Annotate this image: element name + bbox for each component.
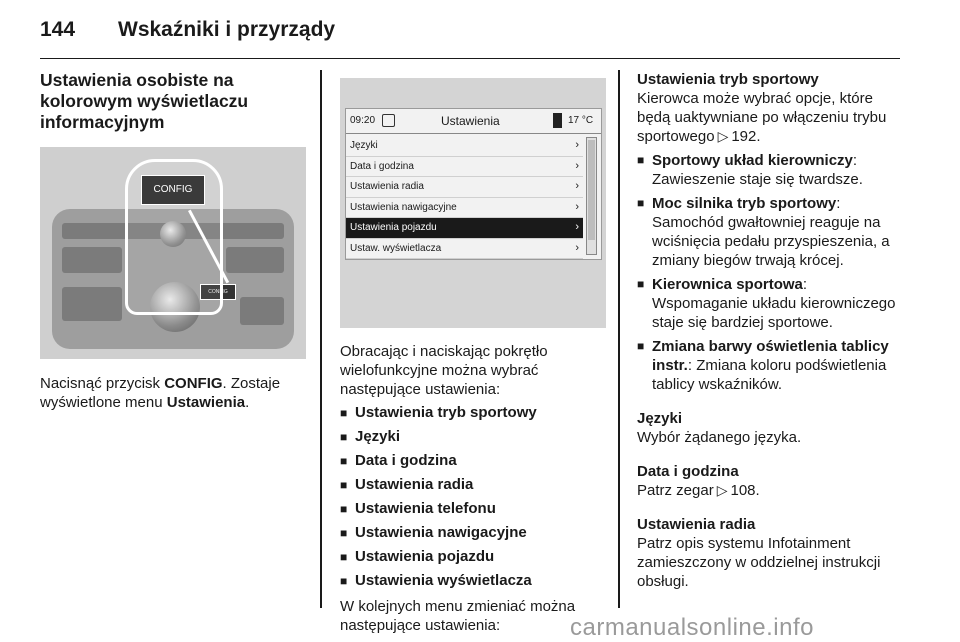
- screen-menu-item: [346, 198, 583, 219]
- bullet-icon: ■: [637, 196, 645, 210]
- section-heading: Ustawienia osobiste na kolorowym wyświetlaczu informacyjnym: [40, 70, 249, 132]
- option-name: Sportowy układ kierowniczy: [652, 152, 853, 169]
- menu-item-label: Ustawienia radia: [350, 181, 424, 192]
- list-item-label: Ustawienia wyświetlacza: [355, 572, 532, 589]
- reference-arrow-icon: ▷: [716, 482, 728, 498]
- scrollbar-thumb: [588, 140, 595, 240]
- bullet-icon: ■: [340, 502, 348, 516]
- list-item: [340, 571, 606, 591]
- list-item: [340, 427, 606, 447]
- watermark: carmanualsonline.info: [570, 614, 814, 641]
- screen-menu-item: [346, 136, 583, 157]
- config-button-zoomed: CONFIG: [141, 175, 205, 205]
- column-1: [40, 70, 306, 412]
- control-panel-photo: [40, 147, 306, 359]
- list-item: [340, 403, 606, 423]
- bullet-icon: ■: [340, 454, 348, 468]
- radio-section: [637, 515, 907, 591]
- option-name: Zmiana barwy oświetlenia tablicy instr.: [652, 338, 889, 374]
- column-divider: [618, 70, 620, 608]
- sport-options-list: [637, 151, 907, 394]
- list-item-label: Języki: [355, 428, 401, 445]
- list-item: [340, 475, 606, 495]
- page-reference: 108.: [730, 482, 760, 499]
- bullet-icon: ■: [340, 478, 348, 492]
- option-description: Zmiana koloru podświetlenia tablicy wskaźników.: [652, 357, 887, 393]
- chevron-right-icon: ›: [575, 159, 579, 172]
- bullet-icon: ■: [637, 277, 645, 291]
- chevron-right-icon: ›: [575, 241, 579, 254]
- clock-icon: [382, 114, 395, 127]
- page-title: Wskaźniki i przyrządy: [118, 18, 336, 41]
- list-item-label: Ustawienia nawigacyjne: [355, 524, 527, 541]
- intro-text: Obracając i naciskając pokrętło wielofunkcyjne można wybrać następujące ustawienia:: [340, 343, 548, 398]
- list-item-label: Data i godzina: [355, 452, 457, 469]
- screen-scrollbar: [586, 137, 597, 255]
- text-segment: .: [245, 394, 250, 411]
- bullet-icon: ■: [340, 574, 348, 588]
- list-item: [340, 451, 606, 471]
- radio-heading: Ustawienia radia: [637, 516, 756, 533]
- chevron-right-icon: ›: [575, 180, 579, 192]
- outro-text: W kolejnych menu zmieniać można następujące ustawienia:: [340, 598, 576, 634]
- display-photo: [340, 78, 606, 328]
- list-item-label: Ustawienia telefonu: [355, 500, 496, 517]
- button-cluster-bottom-right: [240, 297, 284, 325]
- page-number: 144: [40, 18, 76, 41]
- chevron-right-icon: ›: [575, 200, 579, 213]
- button-cluster-left: [62, 247, 122, 273]
- column-2: [340, 70, 606, 635]
- option-name: Kierownica sportowa: [652, 276, 803, 293]
- list-item: [637, 151, 907, 189]
- menu-item-label: Ustawienia nawigacyjne: [350, 201, 457, 213]
- screen-menu-item-selected: [346, 218, 583, 239]
- list-item: [637, 337, 907, 394]
- instruction-text: [40, 374, 306, 412]
- menu-item-label: Ustawienia pojazdu: [350, 222, 437, 233]
- languages-heading: Języki: [637, 410, 683, 427]
- menu-keyword: Ustawienia: [166, 394, 246, 411]
- colon: :: [687, 357, 693, 374]
- colon: :: [802, 276, 808, 293]
- text-segment: Kierowca może wybrać opcje, które będą uaktywniane po włączeniu trybu sportowego: [637, 90, 887, 145]
- list-item: [637, 275, 907, 332]
- list-item-label: Ustawienia radia: [355, 476, 474, 493]
- text-segment: Patrz zegar: [637, 482, 714, 499]
- settings-list: [340, 403, 606, 591]
- menu-item-label: Języki: [350, 140, 378, 151]
- sport-heading: Ustawienia tryb sportowy: [637, 71, 819, 88]
- column-3: [637, 70, 907, 591]
- date-heading: Data i godzina: [637, 463, 739, 480]
- screen-status-bar: [346, 109, 601, 134]
- chevron-right-icon: ›: [575, 221, 579, 233]
- bullet-icon: ■: [340, 526, 348, 540]
- sport-text: [637, 89, 907, 146]
- colon: :: [852, 152, 858, 169]
- bullet-icon: ■: [637, 339, 645, 353]
- bullet-icon: ■: [340, 430, 348, 444]
- screen-title: Ustawienia: [441, 114, 500, 128]
- text-segment: Nacisnąć przycisk: [40, 375, 165, 392]
- list-item: [340, 523, 606, 543]
- option-description: Samochód gwałtowniej reaguje na wciśnięcia pedału przyspieszenia, a zmiany biegów trwają krócej.: [652, 214, 890, 269]
- screen-menu: [346, 136, 583, 259]
- button-cluster-right: [226, 247, 284, 273]
- option-description: Wspomaganie układu kierowniczego staje się bardziej sportowe.: [652, 295, 896, 331]
- screen-menu-item: [346, 239, 583, 260]
- date-section: [637, 462, 907, 500]
- screen-temperature: 17 °C: [568, 115, 594, 126]
- date-text: [637, 481, 907, 500]
- config-button: CONFIG: [200, 284, 236, 300]
- menu-item-label: Ustaw. wyświetlacza: [350, 242, 442, 254]
- screen-time: 09:20: [350, 115, 376, 126]
- list-item-label: Ustawienia pojazdu: [355, 548, 495, 565]
- bullet-icon: ■: [340, 550, 348, 564]
- screen-menu-item: [346, 177, 583, 198]
- list-item-label: Ustawienia tryb sportowy: [355, 404, 537, 421]
- languages-text: Wybór żądanego języka.: [637, 429, 802, 446]
- option-description: Zawieszenie staje się twardsze.: [652, 171, 863, 188]
- bullet-icon: ■: [637, 153, 645, 167]
- radio-text: Patrz opis systemu Infotainment zamieszczony w oddzielnej instrukcji obsługi.: [637, 535, 881, 590]
- text-segment: . Zostaje wyświetlone menu: [40, 375, 281, 411]
- page-reference: 192.: [731, 128, 761, 145]
- list-item: [340, 547, 606, 567]
- list-item: [340, 499, 606, 519]
- phone-icon: [553, 113, 562, 128]
- reference-arrow-icon: ▷: [717, 128, 729, 144]
- page-header: [40, 18, 900, 59]
- settings-screen: [345, 108, 602, 260]
- list-item: [637, 194, 907, 270]
- screen-menu-item: [346, 157, 583, 178]
- column-divider: [320, 70, 322, 608]
- config-keyword: CONFIG: [164, 375, 223, 392]
- colon: :: [836, 195, 841, 212]
- button-cluster-bottom-left: [62, 287, 122, 321]
- option-name: Moc silnika tryb sportowy: [652, 195, 837, 212]
- bullet-icon: ■: [340, 406, 348, 420]
- chevron-right-icon: ›: [575, 139, 579, 151]
- menu-item-label: Data i godzina: [350, 160, 414, 172]
- languages-section: [637, 409, 907, 447]
